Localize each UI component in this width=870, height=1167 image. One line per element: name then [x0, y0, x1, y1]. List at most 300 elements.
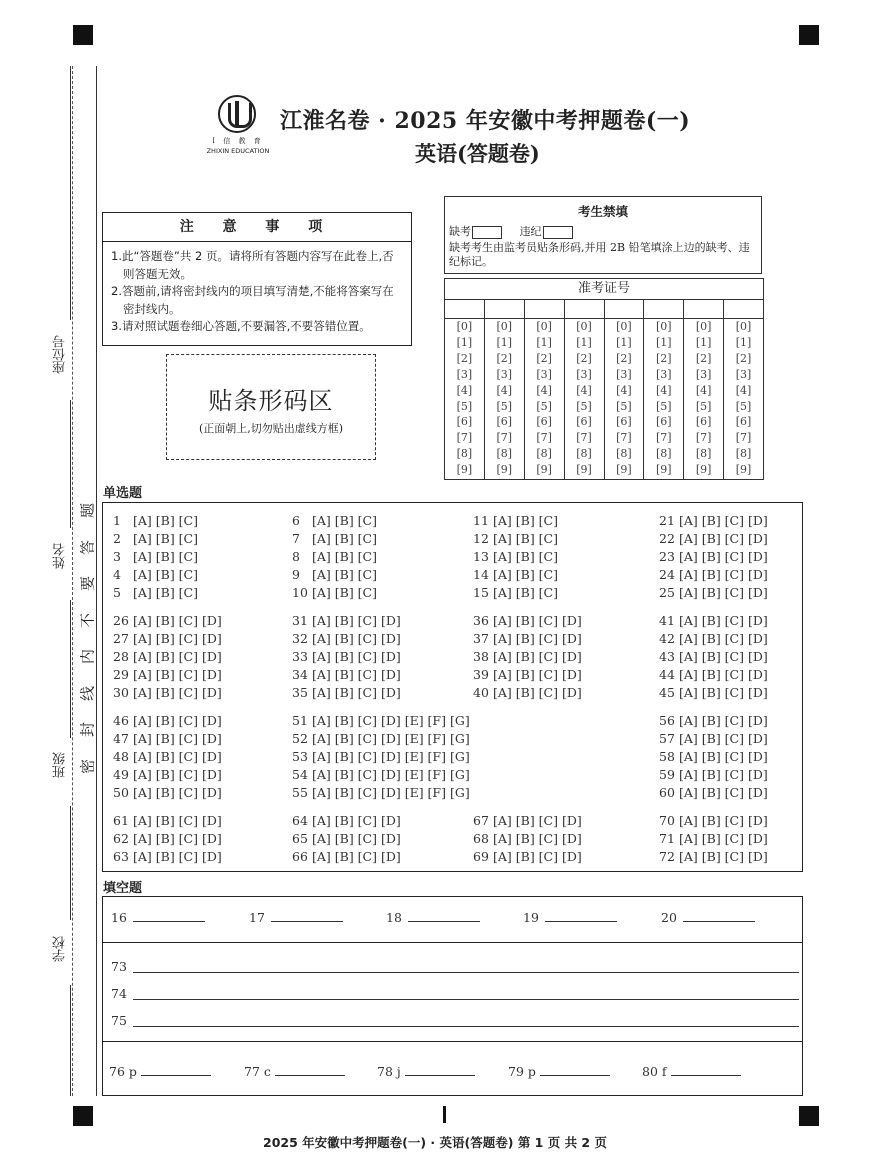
choice-question[interactable]	[292, 731, 470, 746]
answer-options[interactable]: [A] [B] [C] [D]	[312, 813, 401, 828]
answer-options[interactable]: [A] [B] [C] [D]	[133, 685, 222, 700]
admission-column	[525, 300, 565, 480]
answer-options[interactable]: [A] [B] [C] [D]	[679, 585, 768, 600]
notice-box	[102, 212, 412, 346]
answer-options[interactable]: [A] [B] [C] [D]	[312, 667, 401, 682]
question-number: 24	[659, 567, 675, 582]
choice-question[interactable]	[473, 831, 582, 846]
blank-line[interactable]	[408, 909, 480, 922]
admission-digit-bubble[interactable]: [8]	[536, 447, 552, 461]
choice-question[interactable]	[292, 613, 401, 628]
answer-options[interactable]: [A] [B] [C] [D]	[133, 749, 222, 764]
choice-question[interactable]	[113, 849, 222, 864]
side-fill-line[interactable]	[70, 985, 71, 1096]
choice-question[interactable]	[113, 831, 222, 846]
choice-question[interactable]	[113, 785, 222, 800]
choice-question[interactable]	[292, 849, 401, 864]
choice-question[interactable]	[659, 567, 768, 582]
choice-question[interactable]	[473, 585, 558, 600]
question-number: 36	[473, 613, 489, 628]
admission-digit-bubble[interactable]: [4]	[456, 383, 473, 397]
answer-options[interactable]: [A] [B] [C]	[312, 585, 377, 600]
answer-options[interactable]: [A] [B] [C] [D]	[312, 831, 401, 846]
choice-question[interactable]	[113, 713, 222, 728]
corner-marker-bottom-right	[799, 1106, 819, 1126]
admission-digit-bubble[interactable]: [8]	[496, 447, 513, 461]
answer-line[interactable]	[133, 1026, 799, 1027]
admission-digit-bubble[interactable]: [1]	[496, 335, 513, 349]
choice-question[interactable]	[292, 813, 401, 828]
question-number: 29	[113, 667, 129, 682]
violation-checkbox[interactable]	[543, 226, 573, 239]
blank-line[interactable]	[545, 909, 617, 922]
choice-question[interactable]	[659, 749, 768, 764]
answer-options[interactable]: [A] [B] [C] [D]	[312, 631, 401, 646]
admission-digit-bubble[interactable]: [5]	[735, 399, 752, 413]
choice-question[interactable]	[659, 767, 768, 782]
admission-digit-bubble[interactable]: [1]	[656, 335, 672, 349]
answer-options[interactable]: [A] [B] [C] [D]	[312, 849, 401, 864]
admission-digit-bubble[interactable]: [3]	[496, 367, 513, 381]
admission-digit-bubble[interactable]: [8]	[656, 447, 672, 461]
answer-options[interactable]: [A] [B] [C] [D] [E] [F] [G]	[312, 749, 470, 764]
admission-digit-bubble[interactable]: [0]	[735, 320, 752, 333]
fill-blank-divider	[103, 1041, 802, 1042]
blank-item[interactable]	[386, 909, 480, 925]
choice-question[interactable]	[292, 567, 377, 582]
blank-number: 76 p	[109, 1064, 137, 1079]
question-number: 42	[659, 631, 675, 646]
admission-digit-bubble[interactable]: [6]	[695, 415, 712, 429]
admission-digit-bubble[interactable]: [9]	[656, 463, 672, 477]
admission-digit-bubble[interactable]: [5]	[616, 399, 632, 413]
choice-question[interactable]	[659, 831, 768, 846]
choice-question[interactable]	[292, 767, 470, 782]
admission-digit-bubble[interactable]: [9]	[695, 463, 712, 477]
admission-digit-bubble[interactable]: [8]	[735, 447, 752, 461]
question-number: 10	[292, 585, 308, 600]
answer-options[interactable]: [A] [B] [C]	[133, 531, 198, 546]
admission-digit-bubble[interactable]: [2]	[695, 351, 712, 365]
answer-options[interactable]: [A] [B] [C]	[133, 513, 198, 528]
choice-question[interactable]	[113, 567, 198, 582]
answer-options[interactable]: [A] [B] [C] [D]	[679, 731, 768, 746]
blank-line[interactable]	[275, 1063, 345, 1076]
admission-digit-bubble[interactable]: [7]	[656, 431, 672, 445]
answer-options[interactable]: [A] [B] [C] [D]	[133, 785, 222, 800]
seal-line-char: 题	[78, 503, 97, 519]
answer-options[interactable]: [A] [B] [C] [D]	[133, 767, 222, 782]
footer-tick	[443, 1106, 446, 1123]
admission-digit-bubble[interactable]: [2]	[456, 351, 473, 365]
question-number: 55	[292, 785, 308, 800]
admission-digit-bubble[interactable]: [3]	[576, 367, 592, 381]
question-number: 64	[292, 813, 308, 828]
choice-question[interactable]	[473, 649, 582, 664]
answer-options[interactable]: [A] [B] [C] [D]	[679, 831, 768, 846]
answer-options[interactable]: [A] [B] [C] [D]	[312, 649, 401, 664]
answer-options[interactable]: [A] [B] [C] [D]	[679, 813, 768, 828]
answer-options[interactable]: [A] [B] [C]	[493, 585, 558, 600]
question-number: 68	[473, 831, 489, 846]
blank-line[interactable]	[141, 1063, 211, 1076]
admission-digit-bubble[interactable]: [0]	[616, 320, 632, 333]
answer-options[interactable]: [A] [B] [C] [D]	[493, 667, 582, 682]
blank-line[interactable]	[271, 909, 343, 922]
choice-question[interactable]	[113, 767, 222, 782]
answer-options[interactable]: [A] [B] [C] [D]	[493, 613, 582, 628]
blank-line[interactable]	[671, 1063, 741, 1076]
answer-options[interactable]: [A] [B] [C]	[133, 549, 198, 564]
question-number: 34	[292, 667, 308, 682]
answer-options[interactable]: [A] [B] [C] [D]	[679, 649, 768, 664]
admission-digit-bubble[interactable]: [3]	[735, 367, 752, 381]
answer-options[interactable]: [A] [B] [C]	[493, 531, 558, 546]
admission-digit-bubble[interactable]: [3]	[536, 367, 552, 381]
question-number: 53	[292, 749, 308, 764]
answer-options[interactable]: [A] [B] [C] [D]	[493, 685, 582, 700]
admission-digit-bubble[interactable]: [4]	[576, 383, 592, 397]
blank-item[interactable]	[523, 909, 617, 925]
admission-digit-bubble[interactable]: [4]	[735, 383, 752, 397]
question-number: 33	[292, 649, 308, 664]
choice-question[interactable]	[292, 631, 401, 646]
admission-digit-bubble[interactable]: [4]	[656, 383, 672, 397]
barcode-area[interactable]	[166, 354, 376, 460]
question-number: 54	[292, 767, 308, 782]
blank-line[interactable]	[683, 909, 755, 922]
admission-digit-bubble[interactable]: [1]	[616, 335, 632, 349]
answer-options[interactable]: [A] [B] [C] [D]	[679, 513, 768, 528]
question-number: 65	[292, 831, 308, 846]
admission-digit-bubble[interactable]: [9]	[735, 463, 752, 477]
admission-digit-bubble[interactable]: [8]	[616, 447, 632, 461]
choice-question[interactable]	[659, 613, 768, 628]
admission-digit-input[interactable]	[445, 300, 484, 319]
choice-question[interactable]	[659, 513, 768, 528]
blank-item[interactable]	[244, 1063, 345, 1079]
seal-line-char: 密	[78, 758, 97, 774]
admission-digit-bubble[interactable]: [8]	[695, 447, 712, 461]
admission-digit-bubble[interactable]: [9]	[616, 463, 632, 477]
answer-options[interactable]: [A] [B] [C] [D]	[133, 849, 222, 864]
admission-digit-bubble[interactable]: [3]	[656, 367, 672, 381]
question-number: 72	[659, 849, 675, 864]
admission-digit-bubble[interactable]: [5]	[695, 399, 712, 413]
choice-question[interactable]	[659, 667, 768, 682]
answer-options[interactable]: [A] [B] [C] [D] [E] [F] [G]	[312, 731, 470, 746]
answer-options[interactable]: [A] [B] [C] [D]	[493, 649, 582, 664]
admission-digit-bubble[interactable]: [6]	[456, 415, 473, 429]
admission-digit-bubble[interactable]: [8]	[576, 447, 592, 461]
choice-question[interactable]	[659, 585, 768, 600]
blank-line[interactable]	[405, 1063, 475, 1076]
blank-item[interactable]	[642, 1063, 741, 1079]
choice-question[interactable]	[292, 513, 377, 528]
admission-digit-bubble[interactable]: [0]	[576, 320, 592, 333]
absent-checkbox[interactable]	[472, 226, 502, 239]
question-number: 49	[113, 767, 129, 782]
admission-digit-bubble[interactable]: [2]	[656, 351, 672, 365]
admission-digit-bubble[interactable]: [7]	[576, 431, 592, 445]
admission-digit-bubble[interactable]: [1]	[536, 335, 552, 349]
answer-options[interactable]: [A] [B] [C] [D]	[133, 831, 222, 846]
answer-options[interactable]: [A] [B] [C] [D]	[679, 713, 768, 728]
answer-options[interactable]: [A] [B] [C] [D]	[679, 685, 768, 700]
answer-options[interactable]: [A] [B] [C] [D]	[679, 631, 768, 646]
answer-options[interactable]: [A] [B] [C] [D]	[493, 813, 582, 828]
admission-digit-bubble[interactable]: [9]	[456, 463, 473, 477]
answer-options[interactable]: [A] [B] [C]	[133, 567, 198, 582]
answer-options[interactable]: [A] [B] [C]	[133, 585, 198, 600]
answer-options[interactable]: [A] [B] [C] [D]	[679, 849, 768, 864]
answer-options[interactable]: [A] [B] [C] [D]	[133, 613, 222, 628]
admission-digit-bubble[interactable]: [6]	[656, 415, 672, 429]
answer-options[interactable]: [A] [B] [C] [D]	[679, 549, 768, 564]
admission-digit-bubble[interactable]: [2]	[616, 351, 632, 365]
blank-number: 80 f	[642, 1064, 667, 1079]
admission-digit-bubble[interactable]: [1]	[695, 335, 712, 349]
choice-question[interactable]	[659, 813, 768, 828]
barcode-subtitle: (正面朝上,切勿贴出虚线方框)	[198, 422, 344, 435]
admission-digit-input[interactable]	[605, 300, 644, 319]
answer-line[interactable]	[133, 972, 799, 973]
answer-options[interactable]: [A] [B] [C]	[312, 531, 377, 546]
choice-question[interactable]	[292, 585, 377, 600]
question-number: 27	[113, 631, 129, 646]
choice-question[interactable]	[659, 649, 768, 664]
side-fill-line[interactable]	[70, 400, 71, 528]
admission-digit-bubble[interactable]: [0]	[656, 320, 672, 333]
choice-question[interactable]	[473, 813, 582, 828]
admission-digit-bubble[interactable]: [6]	[576, 415, 592, 429]
admission-digit-input[interactable]	[565, 300, 604, 319]
admission-digit-input[interactable]	[684, 300, 723, 319]
choice-question[interactable]	[113, 513, 198, 528]
admission-digit-bubble[interactable]: [0]	[496, 320, 513, 333]
answer-options[interactable]: [A] [B] [C]	[312, 513, 377, 528]
question-number: 39	[473, 667, 489, 682]
answer-options[interactable]: [A] [B] [C]	[493, 549, 558, 564]
answer-options[interactable]: [A] [B] [C] [D]	[133, 649, 222, 664]
question-number: 60	[659, 785, 675, 800]
admission-digit-bubble[interactable]: [5]	[576, 399, 592, 413]
admission-digit-bubble[interactable]: [1]	[456, 335, 473, 349]
answer-options[interactable]: [A] [B] [C]	[312, 549, 377, 564]
admission-digit-bubble[interactable]: [2]	[735, 351, 752, 365]
choice-question[interactable]	[659, 631, 768, 646]
answer-options[interactable]: [A] [B] [C] [D]	[312, 685, 401, 700]
choice-question[interactable]	[292, 749, 470, 764]
admission-digit-bubble[interactable]: [7]	[496, 431, 513, 445]
choice-question[interactable]	[113, 731, 222, 746]
admission-digit-bubble[interactable]: [4]	[536, 383, 552, 397]
admission-digit-bubble[interactable]: [4]	[496, 383, 513, 397]
admission-digit-bubble[interactable]: [1]	[576, 335, 592, 349]
answer-options[interactable]: [A] [B] [C] [D]	[133, 713, 222, 728]
single-choice-label: 单选题	[103, 486, 143, 501]
admission-digit-bubble[interactable]: [3]	[695, 367, 712, 381]
choice-question[interactable]	[292, 831, 401, 846]
choice-question[interactable]	[473, 531, 558, 546]
admission-digit-bubble[interactable]: [5]	[656, 399, 672, 413]
admission-digit-bubble[interactable]: [0]	[456, 320, 473, 333]
answer-options[interactable]: [A] [B] [C] [D] [E] [F] [G]	[312, 767, 470, 782]
question-number: 9	[292, 567, 300, 582]
writing-line[interactable]	[111, 1013, 127, 1028]
admission-digit-bubble[interactable]: [7]	[616, 431, 632, 445]
blank-item[interactable]	[661, 909, 755, 925]
admission-digit-bubble[interactable]: [6]	[536, 415, 552, 429]
choice-question[interactable]	[659, 713, 768, 728]
admission-digit-bubble[interactable]: [1]	[735, 335, 752, 349]
answer-options[interactable]: [A] [B] [C]	[312, 567, 377, 582]
choice-question[interactable]	[113, 531, 198, 546]
answer-options[interactable]: [A] [B] [C] [D]	[133, 631, 222, 646]
answer-options[interactable]: [A] [B] [C]	[493, 567, 558, 582]
answer-options[interactable]: [A] [B] [C] [D]	[133, 731, 222, 746]
admission-digit-bubble[interactable]: [2]	[536, 351, 552, 365]
admission-digit-bubble[interactable]: [6]	[735, 415, 752, 429]
admission-digit-bubble[interactable]: [3]	[616, 367, 632, 381]
admission-digit-bubble[interactable]: [5]	[456, 399, 473, 413]
admission-digit-bubble[interactable]: [9]	[496, 463, 513, 477]
question-number: 31	[292, 613, 308, 628]
choice-question[interactable]	[292, 713, 470, 728]
choice-question[interactable]	[113, 631, 222, 646]
blank-item[interactable]	[111, 909, 205, 925]
answer-options[interactable]: [A] [B] [C] [D]	[312, 613, 401, 628]
choice-question[interactable]	[659, 849, 768, 864]
choice-question[interactable]	[292, 549, 377, 564]
choice-question[interactable]	[473, 849, 582, 864]
choice-question[interactable]	[473, 685, 582, 700]
admission-column	[565, 300, 605, 480]
choice-question[interactable]	[292, 685, 401, 700]
blank-item[interactable]	[377, 1063, 475, 1079]
choice-question[interactable]	[113, 685, 222, 700]
side-fill-line[interactable]	[70, 806, 71, 920]
side-fill-line[interactable]	[70, 66, 71, 320]
choice-question[interactable]	[659, 685, 768, 700]
question-number: 70	[659, 813, 675, 828]
answer-options[interactable]: [A] [B] [C] [D]	[133, 667, 222, 682]
choice-question[interactable]	[292, 649, 401, 664]
admission-column	[445, 300, 485, 480]
side-fill-line[interactable]	[70, 600, 71, 738]
choice-question[interactable]	[659, 549, 768, 564]
choice-question[interactable]	[113, 649, 222, 664]
side-label: 座位号	[53, 335, 68, 374]
writing-line[interactable]	[111, 986, 127, 1001]
choice-question[interactable]	[113, 585, 198, 600]
answer-options[interactable]: [A] [B] [C] [D]	[493, 849, 582, 864]
admission-digit-input[interactable]	[485, 300, 524, 319]
question-number: 4	[113, 567, 121, 582]
fill-blank-label: 填空题	[103, 881, 143, 896]
answer-options[interactable]: [A] [B] [C] [D]	[493, 631, 582, 646]
choice-question[interactable]	[473, 613, 582, 628]
answer-line[interactable]	[133, 999, 799, 1000]
answer-options[interactable]: [A] [B] [C] [D]	[679, 749, 768, 764]
admission-digit-input[interactable]	[525, 300, 564, 319]
choice-question[interactable]	[292, 785, 470, 800]
choice-question[interactable]	[113, 749, 222, 764]
choice-question[interactable]	[659, 785, 768, 800]
answer-options[interactable]: [A] [B] [C] [D]	[679, 613, 768, 628]
choice-question[interactable]	[473, 667, 582, 682]
writing-line[interactable]	[111, 959, 127, 974]
blank-item[interactable]	[508, 1063, 610, 1079]
admission-digit-bubble[interactable]: [2]	[496, 351, 513, 365]
admission-digit-bubble[interactable]: [5]	[536, 399, 552, 413]
blank-line[interactable]	[133, 909, 205, 922]
fill-blank-box	[102, 896, 803, 1096]
question-number: 7	[292, 531, 300, 546]
admission-digit-bubble[interactable]: [0]	[536, 320, 552, 333]
blank-item[interactable]	[109, 1063, 211, 1079]
question-number: 23	[659, 549, 675, 564]
admission-title: 准考证号	[445, 279, 763, 300]
answer-options[interactable]: [A] [B] [C] [D] [E] [F] [G]	[312, 785, 470, 800]
choice-question[interactable]	[292, 531, 377, 546]
admission-digit-bubble[interactable]: [9]	[576, 463, 592, 477]
answer-options[interactable]: [A] [B] [C] [D]	[679, 567, 768, 582]
admission-digit-input[interactable]	[724, 300, 763, 319]
line-number: 73	[111, 959, 127, 974]
choice-question[interactable]	[473, 513, 558, 528]
choice-question[interactable]	[659, 531, 768, 546]
choice-question[interactable]	[292, 667, 401, 682]
choice-question[interactable]	[473, 549, 558, 564]
admission-digit-bubble[interactable]: [3]	[456, 367, 473, 381]
answer-options[interactable]: [A] [B] [C] [D]	[679, 785, 768, 800]
admission-digit-bubble[interactable]: [0]	[695, 320, 712, 333]
answer-options[interactable]: [A] [B] [C] [D]	[679, 667, 768, 682]
admission-digit-bubble[interactable]: [7]	[695, 431, 712, 445]
admission-digit-bubble[interactable]: [9]	[536, 463, 552, 477]
answer-options[interactable]: [A] [B] [C] [D] [E] [F] [G]	[312, 713, 470, 728]
admission-digit-bubble[interactable]: [2]	[576, 351, 592, 365]
choice-question[interactable]	[113, 613, 222, 628]
choice-question[interactable]	[659, 731, 768, 746]
admission-digit-bubble[interactable]: [8]	[456, 447, 473, 461]
admission-digit-bubble[interactable]: [7]	[735, 431, 752, 445]
blank-item[interactable]	[249, 909, 343, 925]
answer-options[interactable]: [A] [B] [C] [D]	[679, 767, 768, 782]
admission-digit-bubble[interactable]: [6]	[616, 415, 632, 429]
admission-digit-input[interactable]	[644, 300, 683, 319]
seal-line-char: 内	[78, 649, 97, 665]
admission-digit-bubble[interactable]: [7]	[536, 431, 552, 445]
admission-digit-bubble[interactable]: [5]	[496, 399, 513, 413]
admission-digit-bubble[interactable]: [6]	[496, 415, 513, 429]
answer-options[interactable]: [A] [B] [C] [D]	[679, 531, 768, 546]
choice-question[interactable]	[473, 631, 582, 646]
choice-question[interactable]	[473, 567, 558, 582]
answer-options[interactable]: [A] [B] [C]	[493, 513, 558, 528]
admission-digit-bubble[interactable]: [7]	[456, 431, 473, 445]
blank-line[interactable]	[540, 1063, 610, 1076]
choice-question[interactable]	[113, 813, 222, 828]
answer-options[interactable]: [A] [B] [C] [D]	[493, 831, 582, 846]
admission-digit-bubble[interactable]: [4]	[695, 383, 712, 397]
admission-digit-bubble[interactable]: [4]	[616, 383, 632, 397]
choice-question[interactable]	[113, 667, 222, 682]
choice-question[interactable]	[113, 549, 198, 564]
blank-number: 16	[111, 910, 127, 925]
answer-options[interactable]: [A] [B] [C] [D]	[133, 813, 222, 828]
